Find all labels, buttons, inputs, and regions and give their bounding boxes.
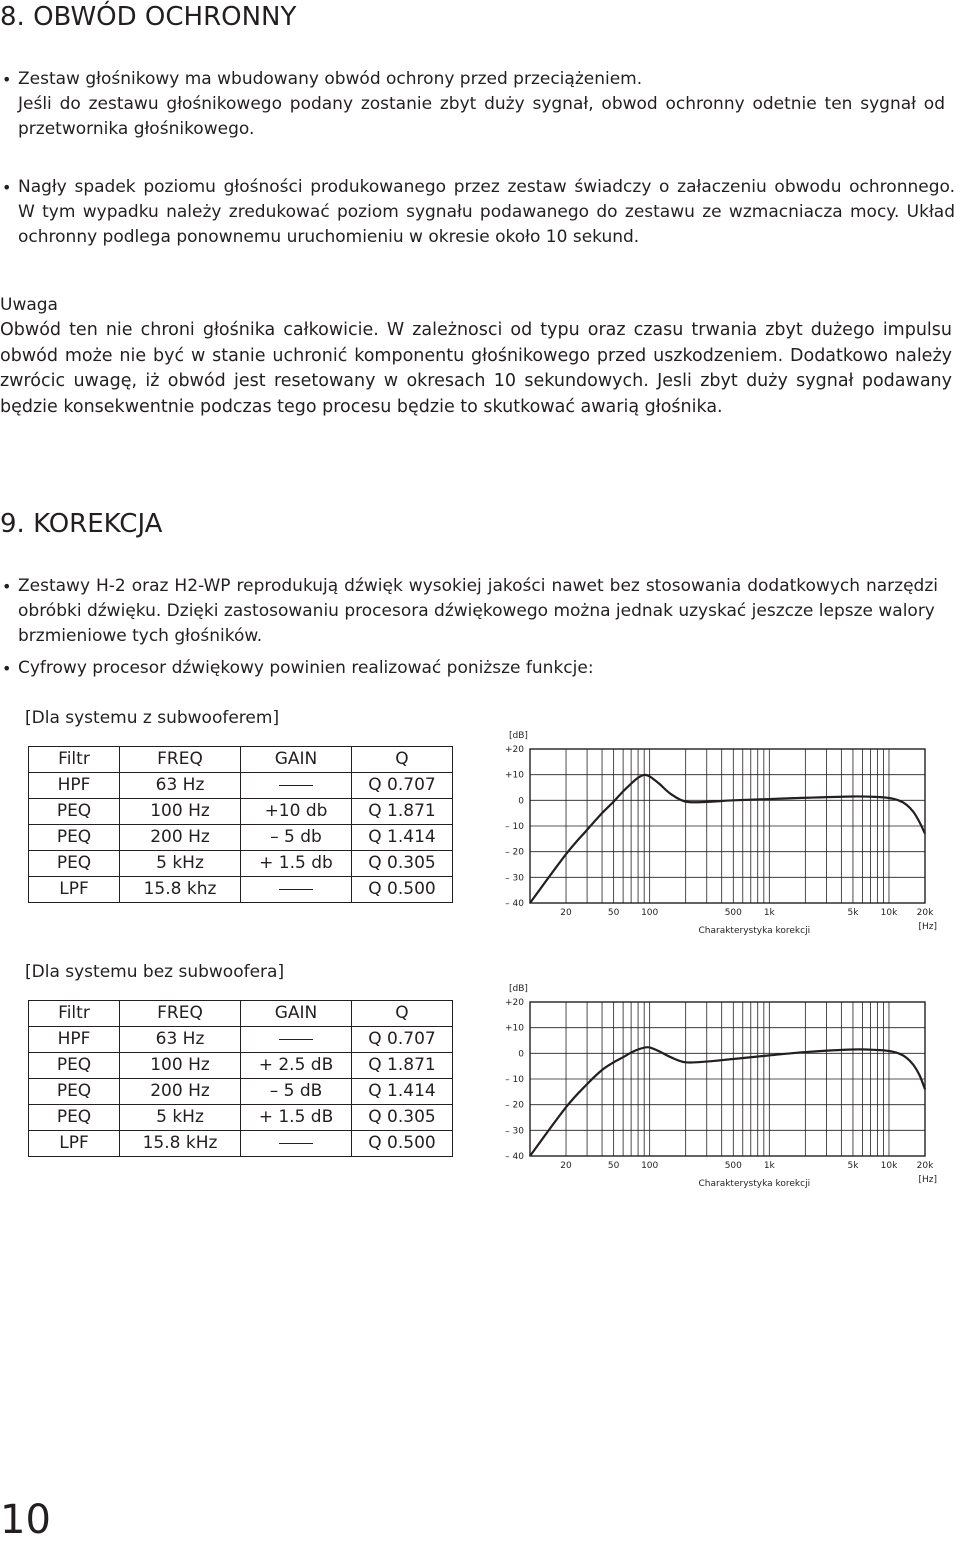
note-title: Uwaga (0, 295, 58, 315)
table-cell: PEQ (29, 1053, 120, 1079)
dash-mark (279, 785, 313, 786)
table-cell: + 2.5 dB (241, 1053, 352, 1079)
x-axis-label: [Hz] (918, 1175, 937, 1185)
table-cell: – 5 db (241, 825, 352, 851)
table-row (29, 1131, 453, 1157)
y-tick-label: – 40 (505, 899, 524, 909)
table-cell: HPF (29, 1027, 120, 1053)
table-cell: 100 Hz (120, 799, 241, 825)
x-tick-label: 100 (641, 1161, 659, 1171)
table-row (29, 1105, 453, 1131)
table-cell: + 1.5 dB (241, 1105, 352, 1131)
y-tick-label: – 40 (505, 1152, 524, 1162)
chart-title: Charakterystyka korekcji (698, 1179, 811, 1189)
table-cell: LPF (29, 1131, 120, 1157)
y-tick-label: – 10 (505, 822, 524, 832)
table-cell: – 5 dB (241, 1079, 352, 1105)
header-cell: GAIN (241, 747, 352, 773)
header-cell: Q (352, 747, 453, 773)
table-cell: LPF (29, 877, 120, 903)
x-axis-label: [Hz] (918, 922, 937, 932)
table-cell: 15.8 kHz (120, 1131, 241, 1157)
table-cell: 63 Hz (120, 773, 241, 799)
chart-svg (495, 978, 945, 1198)
chart-title: Charakterystyka korekcji (698, 926, 811, 936)
table-cell: PEQ (29, 799, 120, 825)
text-line: W tym wypadku należy zredukować poziom sygnału podawanego do zestawu ze wzmacniacza mocy. Układ (18, 202, 955, 222)
x-tick-label: 1k (763, 908, 775, 918)
y-tick-label: – 20 (505, 1100, 524, 1111)
x-tick-label: 50 (607, 1161, 620, 1171)
table-cell: Q 0.707 (352, 1027, 453, 1053)
bullet-glyph: • (2, 577, 12, 596)
x-tick-label: 20k (916, 1161, 934, 1171)
table-cell: PEQ (29, 825, 120, 851)
text-line: Zestawy H-2 oraz H2-WP reprodukują dźwięk wysokiej jakości nawet bez stosowania dodatkowych narzędzi (18, 576, 938, 596)
header-cell: Filtr (29, 747, 120, 773)
text-line: brzmieniowe tych głośników. (18, 626, 263, 646)
section-8-title: 8. OBWÓD OCHRONNY (0, 2, 297, 32)
y-tick-label: 0 (518, 1049, 524, 1060)
bullet-glyph: • (2, 659, 12, 678)
table-cell: PEQ (29, 1105, 120, 1131)
table-cell: 200 Hz (120, 825, 241, 851)
bullet-glyph: • (2, 178, 12, 197)
table-nosub-caption: [Dla systemu bez subwoofera] (25, 962, 285, 982)
gain-cell-empty (241, 877, 352, 903)
table-header-row (29, 747, 453, 773)
text-line: obróbki dźwięku. Dzięki zastosowaniu procesora dźwiękowego można jednak uzyskać jeszcze lepsze walory (18, 601, 935, 621)
text-line: Jeśli do zestawu głośnikowego podany zostanie zbyt duży sygnał, obwod ochronny odetnie ten sygnał od (18, 94, 945, 114)
gain-cell-empty (241, 1131, 352, 1157)
response-curve (530, 1047, 925, 1156)
y-tick-label: +20 (505, 745, 524, 755)
x-tick-label: 20 (560, 1161, 572, 1171)
y-tick-label: – 30 (505, 873, 524, 884)
gain-cell-empty (241, 773, 352, 799)
y-axis-label: [dB] (509, 731, 528, 741)
header-cell: Filtr (29, 1001, 120, 1027)
x-tick-label: 5k (847, 1161, 859, 1171)
header-cell: FREQ (120, 747, 241, 773)
table-cell: Q 1.871 (352, 1053, 453, 1079)
note-paragraph (0, 318, 952, 420)
y-tick-label: +10 (505, 770, 524, 781)
table-cell: 15.8 khz (120, 877, 241, 903)
table-cell: 5 kHz (120, 851, 241, 877)
dash-mark (279, 1039, 313, 1040)
x-tick-label: 50 (607, 908, 620, 918)
section-9-title: 9. KOREKCJA (0, 509, 163, 539)
response-curve (530, 775, 925, 903)
gain-cell-empty (241, 1027, 352, 1053)
eq-table-subwoofer (28, 746, 453, 903)
header-cell: FREQ (120, 1001, 241, 1027)
table-row (29, 1079, 453, 1105)
text-line: Zestaw głośnikowy ma wbudowany obwód ochrony przed przeciążeniem. (18, 69, 643, 89)
text-line: będzie konsekwentnie podczas tego procesu będzie to skutkować awarią głośnika. (0, 396, 723, 417)
y-tick-label: 0 (518, 796, 524, 807)
text-line: Cyfrowy procesor dźwiękowy powinien realizować poniższe funkcje: (18, 658, 594, 678)
table-row (29, 773, 453, 799)
table-cell: PEQ (29, 851, 120, 877)
y-tick-label: – 20 (505, 847, 524, 858)
table-cell: + 1.5 db (241, 851, 352, 877)
x-tick-label: 10k (880, 908, 898, 918)
text-line: zwrócic uwagę, iż obwód jest resetowany w okresach 10 sekundowych. Jesli zbyt duży sygnał podawany (0, 371, 952, 391)
table-cell: Q 1.414 (352, 1079, 453, 1105)
eq-chart-no-subwoofer (495, 978, 945, 1202)
table-row (29, 825, 453, 851)
table-cell: Q 0.305 (352, 851, 453, 877)
text-line: Nagły spadek poziomu głośności produkowanego przez zestaw świadczy o załaczeniu obwodu ochronnego. (18, 177, 955, 197)
y-tick-label: – 10 (505, 1075, 524, 1085)
x-tick-label: 1k (763, 1161, 775, 1171)
table-cell: 100 Hz (120, 1053, 241, 1079)
bullet-glyph: • (2, 70, 12, 89)
y-tick-label: +10 (505, 1023, 524, 1034)
x-tick-label: 500 (724, 908, 742, 918)
eq-table-no-subwoofer (28, 1000, 453, 1157)
table-row (29, 799, 453, 825)
dash-mark (279, 1143, 313, 1144)
table-row (29, 877, 453, 903)
x-tick-label: 10k (880, 1161, 898, 1171)
y-axis-label: [dB] (509, 984, 528, 994)
header-cell: GAIN (241, 1001, 352, 1027)
table-row (29, 851, 453, 877)
text-line: Obwód ten nie chroni głośnika całkowicie. W zależnosci od typu oraz czasu trwania zbyt dużego impulsu (0, 320, 952, 340)
table-cell: Q 1.871 (352, 799, 453, 825)
table-cell: +10 db (241, 799, 352, 825)
table-cell: Q 0.500 (352, 1131, 453, 1157)
table-cell: Q 1.414 (352, 825, 453, 851)
table-cell: 200 Hz (120, 1079, 241, 1105)
table-cell: 63 Hz (120, 1027, 241, 1053)
text-line: przetwornika głośnikowego. (18, 119, 255, 139)
dash-mark (279, 889, 313, 890)
header-cell: Q (352, 1001, 453, 1027)
table-header-row (29, 1001, 453, 1027)
y-tick-label: – 30 (505, 1126, 524, 1137)
chart-svg (495, 725, 945, 945)
table-cell: 5 kHz (120, 1105, 241, 1131)
x-tick-label: 100 (641, 908, 659, 918)
table-sub-caption: [Dla systemu z subwooferem] (25, 708, 280, 728)
text-line: obwód może nie być w stanie uchronić komponentu głośnikowego przed uszkodzeniem. Dodatkowo należy (0, 345, 952, 366)
x-tick-label: 5k (847, 908, 859, 918)
x-tick-label: 20k (916, 908, 934, 918)
table-cell: PEQ (29, 1079, 120, 1105)
x-tick-label: 500 (724, 1161, 742, 1171)
table-cell: HPF (29, 773, 120, 799)
x-tick-label: 20 (560, 908, 572, 918)
table-cell: Q 0.305 (352, 1105, 453, 1131)
table-cell: Q 0.500 (352, 877, 453, 903)
table-row (29, 1053, 453, 1079)
text-line: ochronny podlega ponownemu uruchomieniu w okresie około 10 sekund. (18, 227, 640, 247)
table-cell: Q 0.707 (352, 773, 453, 799)
table-row (29, 1027, 453, 1053)
page-number: 10 (0, 1497, 51, 1543)
eq-chart-subwoofer (495, 725, 945, 949)
y-tick-label: +20 (505, 998, 524, 1008)
